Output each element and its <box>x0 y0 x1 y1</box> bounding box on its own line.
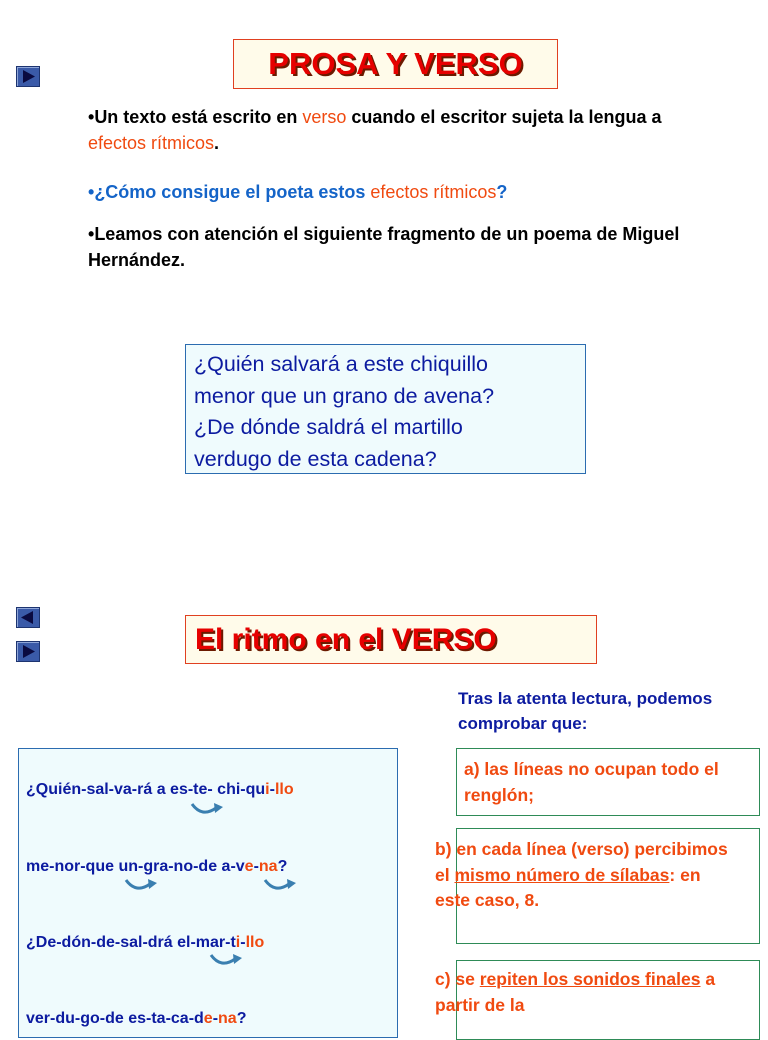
syllable-line: me-nor-que un-gra-no-de a-ve-na? <box>26 858 288 875</box>
bullet-read-poem: •Leamos con atención el siguiente fragmento de un poema de Miguel Hernández. <box>88 224 680 270</box>
poem-line: ¿De dónde saldrá el martillo <box>194 415 463 439</box>
next-slide-button[interactable] <box>16 641 40 662</box>
observation-a-text: a) las líneas no ocupan todo el renglón; <box>464 759 719 805</box>
intro-text: Tras la atenta lectura, podemos comprobar que: <box>458 689 713 733</box>
poem-line: menor que un grano de avena? <box>194 383 495 408</box>
synalepha-arrow-icon <box>188 800 228 820</box>
synalepha-arrow-icon <box>261 876 301 896</box>
bullet-verse-definition: •Un texto está escrito en verso cuando el escritor sujeta la lengua a efectos rítmicos. <box>88 107 662 153</box>
slide-title: PROSA Y VERSO <box>233 39 558 89</box>
play-right-icon <box>17 67 39 86</box>
poem-line: ¿Quién salvará a este chiquillo <box>194 352 488 376</box>
poem-line: verdugo de esta cadena? <box>194 446 437 471</box>
play-right-icon <box>17 642 39 661</box>
next-slide-button[interactable] <box>16 66 40 87</box>
observation-b-text: b) en cada línea (verso) percibimos el mismo número de sílabas: en este caso, 8. <box>435 839 728 910</box>
previous-slide-button[interactable] <box>16 607 40 628</box>
syllable-line: ver-du-go-de es-ta-ca-de-na? <box>26 1010 247 1027</box>
syllable-line: ¿Quién-sal-va-rá a es-te- chi-qui-llo <box>26 781 294 798</box>
synalepha-arrow-icon <box>207 951 247 971</box>
slide-title: El ritmo en el VERSO <box>185 615 597 664</box>
bullet-question: •¿Cómo consigue el poeta estos efectos rítmicos? <box>88 182 508 202</box>
poem-fragment <box>185 344 586 474</box>
play-left-icon <box>17 608 39 627</box>
synalepha-arrow-icon <box>122 876 162 896</box>
syllable-line: ¿De-dón-de-sal-drá el-mar-ti-llo <box>26 934 265 951</box>
observation-c-text: c) se repiten los sonidos finales a partir de la <box>435 969 716 1015</box>
